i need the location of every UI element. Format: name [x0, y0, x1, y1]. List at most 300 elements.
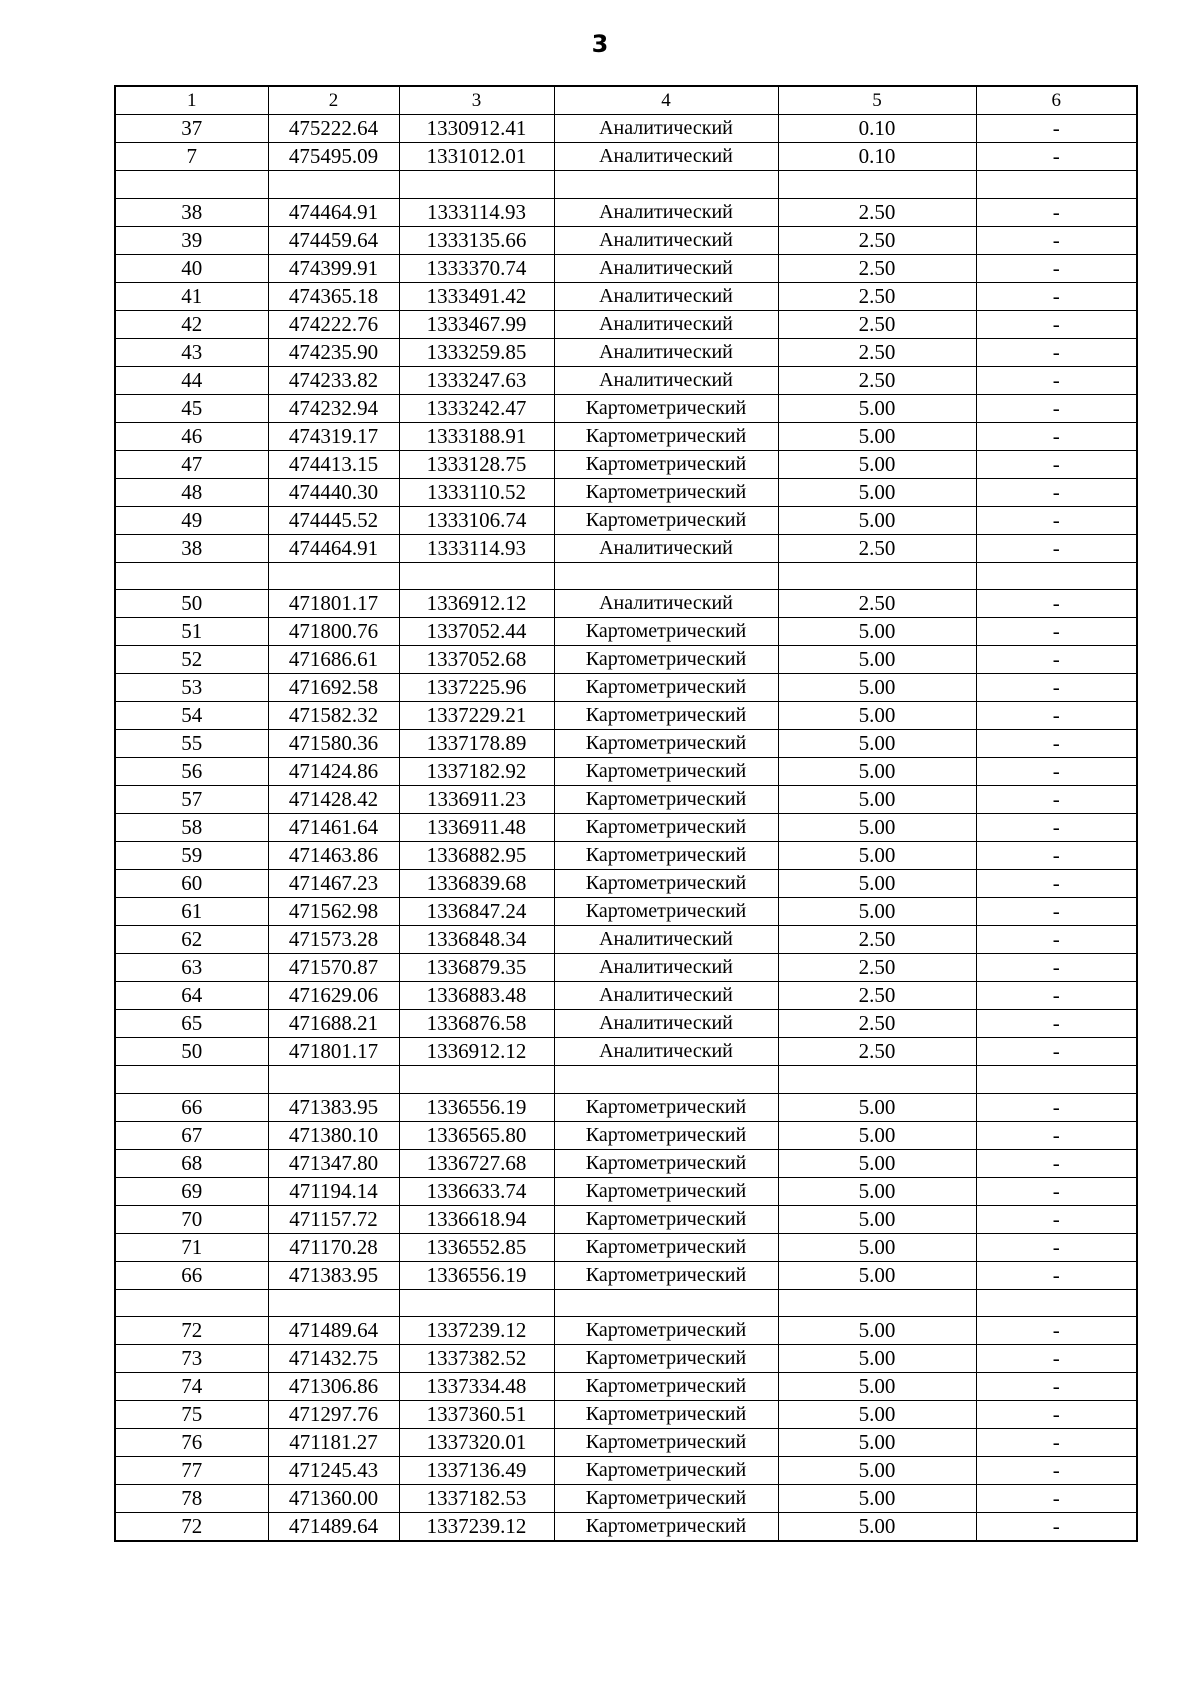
cell-note: - — [976, 1010, 1137, 1038]
cell-note: - — [976, 1345, 1137, 1373]
table-row — [115, 1373, 1137, 1401]
cell-x-coordinate: 471297.76 — [268, 1401, 399, 1429]
cell-method: Аналитический — [554, 534, 778, 562]
cell-method: Картометрический — [554, 422, 778, 450]
cell-note: - — [976, 1401, 1137, 1429]
cell-method: Аналитический — [554, 1010, 778, 1038]
cell-x-coordinate: 471245.43 — [268, 1457, 399, 1485]
cell-accuracy: 2.50 — [778, 534, 976, 562]
cell-note: - — [976, 1038, 1137, 1066]
cell-note: - — [976, 1485, 1137, 1513]
cell-method — [554, 171, 778, 199]
cell-y-coordinate: 1333135.66 — [399, 226, 554, 254]
cell-x-coordinate: 471489.64 — [268, 1513, 399, 1542]
cell-note: - — [976, 730, 1137, 758]
cell-note: - — [976, 226, 1137, 254]
cell-point-number: 54 — [115, 702, 268, 730]
cell-x-coordinate: 471157.72 — [268, 1205, 399, 1233]
cell-note: - — [976, 926, 1137, 954]
table-row — [115, 226, 1137, 254]
cell-y-coordinate: 1336556.19 — [399, 1261, 554, 1289]
cell-point-number — [115, 562, 268, 590]
table-row — [115, 1010, 1137, 1038]
cell-accuracy: 2.50 — [778, 1010, 976, 1038]
cell-note: - — [976, 1093, 1137, 1121]
cell-x-coordinate: 471489.64 — [268, 1317, 399, 1345]
cell-x-coordinate: 471688.21 — [268, 1010, 399, 1038]
cell-y-coordinate: 1336882.95 — [399, 842, 554, 870]
cell-note: - — [976, 422, 1137, 450]
cell-point-number: 72 — [115, 1513, 268, 1542]
cell-point-number: 56 — [115, 758, 268, 786]
cell-point-number: 78 — [115, 1485, 268, 1513]
cell-note: - — [976, 814, 1137, 842]
cell-y-coordinate: 1337052.68 — [399, 646, 554, 674]
cell-method: Картометрический — [554, 1373, 778, 1401]
cell-x-coordinate: 471380.10 — [268, 1121, 399, 1149]
cell-note: - — [976, 1513, 1137, 1542]
coordinates-table — [114, 85, 1138, 1542]
cell-x-coordinate: 471580.36 — [268, 730, 399, 758]
cell-accuracy: 5.00 — [778, 1317, 976, 1345]
cell-method: Картометрический — [554, 506, 778, 534]
cell-point-number: 62 — [115, 926, 268, 954]
cell-method: Картометрический — [554, 450, 778, 478]
table-row — [115, 115, 1137, 143]
table-row — [115, 702, 1137, 730]
cell-method: Аналитический — [554, 115, 778, 143]
cell-accuracy: 5.00 — [778, 842, 976, 870]
cell-accuracy: 5.00 — [778, 758, 976, 786]
cell-point-number: 63 — [115, 954, 268, 982]
table-row — [115, 898, 1137, 926]
cell-y-coordinate: 1336565.80 — [399, 1121, 554, 1149]
cell-accuracy: 5.00 — [778, 1373, 976, 1401]
cell-accuracy: 5.00 — [778, 450, 976, 478]
cell-accuracy: 5.00 — [778, 394, 976, 422]
cell-x-coordinate: 474365.18 — [268, 282, 399, 310]
cell-accuracy: 5.00 — [778, 478, 976, 506]
cell-note: - — [976, 478, 1137, 506]
cell-x-coordinate: 471181.27 — [268, 1429, 399, 1457]
cell-note: - — [976, 115, 1137, 143]
cell-y-coordinate: 1336912.12 — [399, 590, 554, 618]
column-header: 5 — [778, 86, 976, 115]
table-row — [115, 422, 1137, 450]
cell-x-coordinate: 475495.09 — [268, 143, 399, 171]
table-row — [115, 143, 1137, 171]
cell-point-number: 74 — [115, 1373, 268, 1401]
cell-method: Картометрический — [554, 478, 778, 506]
table-row — [115, 926, 1137, 954]
cell-y-coordinate: 1336727.68 — [399, 1149, 554, 1177]
table-row — [115, 282, 1137, 310]
cell-x-coordinate: 471383.95 — [268, 1261, 399, 1289]
cell-point-number: 44 — [115, 366, 268, 394]
cell-note: - — [976, 1261, 1137, 1289]
cell-y-coordinate: 1336633.74 — [399, 1177, 554, 1205]
cell-point-number: 51 — [115, 618, 268, 646]
cell-method: Картометрический — [554, 842, 778, 870]
table-row — [115, 1093, 1137, 1121]
cell-note: - — [976, 702, 1137, 730]
cell-y-coordinate: 1336911.48 — [399, 814, 554, 842]
cell-note: - — [976, 898, 1137, 926]
table-row — [115, 590, 1137, 618]
page-number: 3 — [591, 30, 609, 58]
column-header: 6 — [976, 86, 1137, 115]
cell-accuracy: 2.50 — [778, 198, 976, 226]
cell-method: Картометрический — [554, 758, 778, 786]
column-header: 4 — [554, 86, 778, 115]
table-header-row — [115, 86, 1137, 115]
cell-point-number: 53 — [115, 674, 268, 702]
cell-method: Аналитический — [554, 1038, 778, 1066]
cell-point-number: 60 — [115, 870, 268, 898]
cell-method — [554, 1066, 778, 1094]
table-row — [115, 758, 1137, 786]
cell-point-number: 73 — [115, 1345, 268, 1373]
cell-x-coordinate: 474399.91 — [268, 254, 399, 282]
cell-accuracy: 5.00 — [778, 1401, 976, 1429]
cell-x-coordinate — [268, 1289, 399, 1317]
cell-point-number: 66 — [115, 1093, 268, 1121]
cell-x-coordinate — [268, 171, 399, 199]
cell-accuracy: 2.50 — [778, 338, 976, 366]
cell-x-coordinate — [268, 562, 399, 590]
cell-note: - — [976, 1177, 1137, 1205]
cell-x-coordinate: 471629.06 — [268, 982, 399, 1010]
cell-method: Картометрический — [554, 1233, 778, 1261]
cell-y-coordinate — [399, 171, 554, 199]
cell-y-coordinate: 1337239.12 — [399, 1513, 554, 1542]
cell-note: - — [976, 646, 1137, 674]
cell-y-coordinate: 1336848.34 — [399, 926, 554, 954]
cell-accuracy: 2.50 — [778, 310, 976, 338]
table-row — [115, 506, 1137, 534]
cell-accuracy: 0.10 — [778, 115, 976, 143]
table-row — [115, 1289, 1137, 1317]
cell-accuracy: 2.50 — [778, 366, 976, 394]
cell-x-coordinate: 474319.17 — [268, 422, 399, 450]
cell-method: Картометрический — [554, 1149, 778, 1177]
cell-x-coordinate: 475222.64 — [268, 115, 399, 143]
cell-point-number: 47 — [115, 450, 268, 478]
cell-x-coordinate: 471686.61 — [268, 646, 399, 674]
cell-method: Аналитический — [554, 982, 778, 1010]
cell-y-coordinate: 1337239.12 — [399, 1317, 554, 1345]
table-row — [115, 1401, 1137, 1429]
cell-y-coordinate: 1337334.48 — [399, 1373, 554, 1401]
cell-accuracy: 2.50 — [778, 954, 976, 982]
cell-point-number: 61 — [115, 898, 268, 926]
cell-note: - — [976, 1457, 1137, 1485]
cell-point-number: 64 — [115, 982, 268, 1010]
cell-y-coordinate: 1333242.47 — [399, 394, 554, 422]
cell-y-coordinate: 1336618.94 — [399, 1205, 554, 1233]
table-row — [115, 674, 1137, 702]
cell-note: - — [976, 1317, 1137, 1345]
cell-y-coordinate: 1336912.12 — [399, 1038, 554, 1066]
cell-accuracy: 5.00 — [778, 1261, 976, 1289]
cell-method: Картометрический — [554, 1457, 778, 1485]
cell-accuracy — [778, 562, 976, 590]
table-row — [115, 1121, 1137, 1149]
cell-method: Аналитический — [554, 590, 778, 618]
table-row — [115, 310, 1137, 338]
cell-note — [976, 171, 1137, 199]
cell-note: - — [976, 1205, 1137, 1233]
cell-note: - — [976, 1429, 1137, 1457]
cell-point-number: 7 — [115, 143, 268, 171]
cell-x-coordinate: 474413.15 — [268, 450, 399, 478]
cell-note — [976, 1066, 1137, 1094]
cell-accuracy: 5.00 — [778, 646, 976, 674]
cell-point-number: 67 — [115, 1121, 268, 1149]
table-row — [115, 842, 1137, 870]
cell-y-coordinate: 1336552.85 — [399, 1233, 554, 1261]
cell-point-number: 46 — [115, 422, 268, 450]
cell-y-coordinate: 1333467.99 — [399, 310, 554, 338]
cell-y-coordinate: 1337052.44 — [399, 618, 554, 646]
cell-accuracy: 0.10 — [778, 143, 976, 171]
cell-y-coordinate: 1333114.93 — [399, 534, 554, 562]
cell-x-coordinate: 471801.17 — [268, 590, 399, 618]
table-row — [115, 338, 1137, 366]
cell-point-number: 76 — [115, 1429, 268, 1457]
cell-y-coordinate: 1333259.85 — [399, 338, 554, 366]
cell-x-coordinate: 474222.76 — [268, 310, 399, 338]
table-row — [115, 1066, 1137, 1094]
cell-y-coordinate: 1336839.68 — [399, 870, 554, 898]
cell-note: - — [976, 590, 1137, 618]
table-row — [115, 1261, 1137, 1289]
cell-x-coordinate: 471461.64 — [268, 814, 399, 842]
cell-point-number: 50 — [115, 590, 268, 618]
cell-point-number: 43 — [115, 338, 268, 366]
cell-note: - — [976, 143, 1137, 171]
cell-accuracy: 5.00 — [778, 674, 976, 702]
cell-point-number: 52 — [115, 646, 268, 674]
cell-note: - — [976, 954, 1137, 982]
table-row — [115, 1345, 1137, 1373]
cell-y-coordinate — [399, 1066, 554, 1094]
table-row — [115, 1457, 1137, 1485]
cell-accuracy: 2.50 — [778, 282, 976, 310]
cell-note: - — [976, 282, 1137, 310]
cell-point-number — [115, 1066, 268, 1094]
cell-x-coordinate: 471360.00 — [268, 1485, 399, 1513]
cell-note: - — [976, 1121, 1137, 1149]
table-row — [115, 254, 1137, 282]
cell-point-number: 42 — [115, 310, 268, 338]
cell-accuracy: 5.00 — [778, 1345, 976, 1373]
cell-accuracy: 5.00 — [778, 1485, 976, 1513]
cell-method: Аналитический — [554, 254, 778, 282]
cell-note: - — [976, 310, 1137, 338]
cell-point-number: 37 — [115, 115, 268, 143]
cell-accuracy: 2.50 — [778, 226, 976, 254]
cell-point-number — [115, 171, 268, 199]
cell-accuracy: 5.00 — [778, 1233, 976, 1261]
cell-point-number: 70 — [115, 1205, 268, 1233]
cell-method: Картометрический — [554, 702, 778, 730]
cell-point-number: 38 — [115, 534, 268, 562]
column-header: 3 — [399, 86, 554, 115]
cell-x-coordinate: 471428.42 — [268, 786, 399, 814]
cell-y-coordinate: 1336883.48 — [399, 982, 554, 1010]
cell-x-coordinate: 471347.80 — [268, 1149, 399, 1177]
cell-y-coordinate: 1333491.42 — [399, 282, 554, 310]
cell-accuracy: 5.00 — [778, 1205, 976, 1233]
table-row — [115, 786, 1137, 814]
cell-y-coordinate: 1336879.35 — [399, 954, 554, 982]
cell-method — [554, 1289, 778, 1317]
table-row — [115, 394, 1137, 422]
cell-note: - — [976, 366, 1137, 394]
table-row — [115, 1149, 1137, 1177]
cell-x-coordinate: 474233.82 — [268, 366, 399, 394]
cell-point-number: 48 — [115, 478, 268, 506]
cell-note: - — [976, 982, 1137, 1010]
cell-note: - — [976, 1233, 1137, 1261]
cell-x-coordinate: 471692.58 — [268, 674, 399, 702]
cell-point-number: 49 — [115, 506, 268, 534]
cell-method: Аналитический — [554, 338, 778, 366]
cell-point-number: 65 — [115, 1010, 268, 1038]
cell-accuracy: 5.00 — [778, 702, 976, 730]
cell-note: - — [976, 254, 1137, 282]
cell-y-coordinate — [399, 1289, 554, 1317]
cell-method: Аналитический — [554, 282, 778, 310]
cell-point-number: 71 — [115, 1233, 268, 1261]
cell-y-coordinate: 1337382.52 — [399, 1345, 554, 1373]
cell-note: - — [976, 1373, 1137, 1401]
cell-method: Картометрический — [554, 730, 778, 758]
cell-note — [976, 562, 1137, 590]
table-row — [115, 870, 1137, 898]
cell-x-coordinate: 471424.86 — [268, 758, 399, 786]
cell-method: Картометрический — [554, 674, 778, 702]
table-row — [115, 982, 1137, 1010]
cell-method: Картометрический — [554, 1317, 778, 1345]
cell-point-number — [115, 1289, 268, 1317]
cell-accuracy: 5.00 — [778, 506, 976, 534]
cell-y-coordinate: 1336876.58 — [399, 1010, 554, 1038]
cell-note: - — [976, 618, 1137, 646]
cell-x-coordinate: 471801.17 — [268, 1038, 399, 1066]
cell-accuracy: 5.00 — [778, 1429, 976, 1457]
cell-method: Картометрический — [554, 1485, 778, 1513]
cell-x-coordinate: 471562.98 — [268, 898, 399, 926]
table-row — [115, 1177, 1137, 1205]
table-row — [115, 1513, 1137, 1542]
cell-y-coordinate: 1333247.63 — [399, 366, 554, 394]
cell-accuracy: 2.50 — [778, 1038, 976, 1066]
cell-accuracy: 5.00 — [778, 898, 976, 926]
cell-accuracy: 5.00 — [778, 1177, 976, 1205]
table-row — [115, 1485, 1137, 1513]
cell-x-coordinate: 471383.95 — [268, 1093, 399, 1121]
column-header: 2 — [268, 86, 399, 115]
cell-accuracy: 2.50 — [778, 982, 976, 1010]
cell-x-coordinate — [268, 1066, 399, 1094]
cell-note: - — [976, 198, 1137, 226]
table-row — [115, 1429, 1137, 1457]
cell-x-coordinate: 474464.91 — [268, 534, 399, 562]
table-row — [115, 366, 1137, 394]
cell-point-number: 59 — [115, 842, 268, 870]
cell-method: Аналитический — [554, 954, 778, 982]
cell-accuracy: 5.00 — [778, 618, 976, 646]
cell-y-coordinate: 1337229.21 — [399, 702, 554, 730]
cell-accuracy — [778, 1066, 976, 1094]
cell-point-number: 40 — [115, 254, 268, 282]
column-header: 1 — [115, 86, 268, 115]
cell-y-coordinate: 1336556.19 — [399, 1093, 554, 1121]
cell-point-number: 77 — [115, 1457, 268, 1485]
cell-method: Картометрический — [554, 1345, 778, 1373]
cell-y-coordinate: 1333106.74 — [399, 506, 554, 534]
cell-y-coordinate: 1336911.23 — [399, 786, 554, 814]
cell-accuracy: 5.00 — [778, 730, 976, 758]
cell-accuracy: 5.00 — [778, 1513, 976, 1542]
cell-point-number: 58 — [115, 814, 268, 842]
cell-y-coordinate: 1336847.24 — [399, 898, 554, 926]
cell-y-coordinate: 1337360.51 — [399, 1401, 554, 1429]
cell-method: Аналитический — [554, 366, 778, 394]
cell-point-number: 41 — [115, 282, 268, 310]
cell-accuracy: 5.00 — [778, 422, 976, 450]
cell-point-number: 39 — [115, 226, 268, 254]
cell-accuracy: 5.00 — [778, 786, 976, 814]
cell-note: - — [976, 534, 1137, 562]
cell-accuracy: 5.00 — [778, 1457, 976, 1485]
cell-method: Картометрический — [554, 1093, 778, 1121]
cell-x-coordinate: 474232.94 — [268, 394, 399, 422]
table-row — [115, 534, 1137, 562]
cell-method: Картометрический — [554, 646, 778, 674]
cell-method: Картометрический — [554, 814, 778, 842]
cell-method: Картометрический — [554, 618, 778, 646]
cell-point-number: 66 — [115, 1261, 268, 1289]
cell-point-number: 45 — [115, 394, 268, 422]
table-row — [115, 198, 1137, 226]
cell-accuracy: 2.50 — [778, 590, 976, 618]
cell-point-number: 68 — [115, 1149, 268, 1177]
cell-method: Картометрический — [554, 786, 778, 814]
cell-y-coordinate: 1337136.49 — [399, 1457, 554, 1485]
cell-y-coordinate: 1337225.96 — [399, 674, 554, 702]
cell-x-coordinate: 474445.52 — [268, 506, 399, 534]
cell-y-coordinate: 1337320.01 — [399, 1429, 554, 1457]
cell-point-number: 75 — [115, 1401, 268, 1429]
cell-y-coordinate: 1333110.52 — [399, 478, 554, 506]
table-row — [115, 1317, 1137, 1345]
cell-accuracy: 5.00 — [778, 870, 976, 898]
table-row — [115, 171, 1137, 199]
cell-accuracy — [778, 1289, 976, 1317]
cell-x-coordinate: 471800.76 — [268, 618, 399, 646]
cell-point-number: 57 — [115, 786, 268, 814]
cell-y-coordinate: 1337182.53 — [399, 1485, 554, 1513]
cell-point-number: 38 — [115, 198, 268, 226]
cell-point-number: 72 — [115, 1317, 268, 1345]
cell-x-coordinate: 474235.90 — [268, 338, 399, 366]
cell-note: - — [976, 394, 1137, 422]
cell-y-coordinate: 1333114.93 — [399, 198, 554, 226]
cell-method: Аналитический — [554, 198, 778, 226]
